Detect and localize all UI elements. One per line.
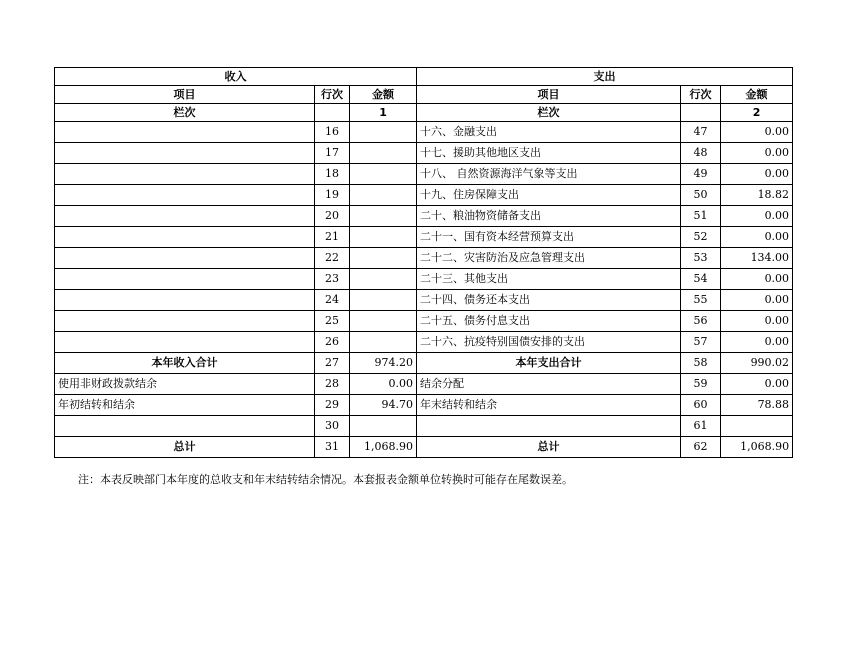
expense-amount-cell: 18.82	[721, 185, 793, 206]
income-amount-cell	[350, 185, 417, 206]
expense-line-cell: 49	[681, 164, 721, 185]
expense-amount-cell: 1,068.90	[721, 437, 793, 458]
table-row	[55, 227, 793, 248]
expense-line-cell: 57	[681, 332, 721, 353]
income-item-cell	[55, 206, 315, 227]
expense-line-cell: 53	[681, 248, 721, 269]
income-line-cell: 23	[315, 269, 350, 290]
col-index-2: 2	[721, 104, 793, 122]
expense-item-cell: 本年支出合计	[417, 353, 681, 374]
financial-table	[54, 67, 793, 458]
col-index-empty	[681, 104, 721, 122]
table-row	[55, 374, 793, 395]
expense-amount-cell: 990.02	[721, 353, 793, 374]
col-header-line: 行次	[681, 86, 721, 104]
income-amount-cell	[350, 206, 417, 227]
expense-amount-cell: 0.00	[721, 290, 793, 311]
table-row	[55, 353, 793, 374]
col-index-label: 栏次	[417, 104, 681, 122]
col-header-item: 项目	[417, 86, 681, 104]
expense-line-cell: 51	[681, 206, 721, 227]
table-row	[55, 185, 793, 206]
expense-amount-cell: 0.00	[721, 122, 793, 143]
expense-line-cell: 58	[681, 353, 721, 374]
expense-item-cell: 二十、粮油物资储备支出	[417, 206, 681, 227]
income-item-cell: 本年收入合计	[55, 353, 315, 374]
table-row	[55, 143, 793, 164]
col-header-line: 行次	[315, 86, 350, 104]
expense-item-cell: 十六、金融支出	[417, 122, 681, 143]
column-index-row	[55, 104, 793, 122]
income-line-cell: 19	[315, 185, 350, 206]
expense-item-cell: 二十六、抗疫特别国债安排的支出	[417, 332, 681, 353]
expense-item-cell: 年末结转和结余	[417, 395, 681, 416]
income-item-cell	[55, 290, 315, 311]
income-amount-cell	[350, 143, 417, 164]
income-amount-cell	[350, 311, 417, 332]
income-amount-cell	[350, 227, 417, 248]
income-item-cell: 总计	[55, 437, 315, 458]
table-row	[55, 248, 793, 269]
table-row	[55, 269, 793, 290]
income-item-cell: 年初结转和结余	[55, 395, 315, 416]
expense-line-cell: 47	[681, 122, 721, 143]
expense-line-cell: 48	[681, 143, 721, 164]
income-item-cell	[55, 416, 315, 437]
income-item-cell	[55, 185, 315, 206]
column-header-row	[55, 86, 793, 104]
income-line-cell: 18	[315, 164, 350, 185]
income-amount-cell	[350, 122, 417, 143]
expense-line-cell: 62	[681, 437, 721, 458]
col-index-1: 1	[350, 104, 417, 122]
income-line-cell: 27	[315, 353, 350, 374]
table-footnote: 注：本表反映部门本年度的总收支和年末结转结余情况。本套报表金额单位转换时可能存在尾数误差。	[78, 473, 573, 486]
expense-line-cell: 55	[681, 290, 721, 311]
income-line-cell: 24	[315, 290, 350, 311]
expense-item-cell: 二十一、国有资本经营预算支出	[417, 227, 681, 248]
income-amount-cell	[350, 332, 417, 353]
table-row	[55, 164, 793, 185]
table-row	[55, 437, 793, 458]
income-item-cell	[55, 164, 315, 185]
table-row	[55, 395, 793, 416]
income-line-cell: 26	[315, 332, 350, 353]
expense-item-cell: 总计	[417, 437, 681, 458]
table-row	[55, 290, 793, 311]
income-item-cell	[55, 332, 315, 353]
expense-amount-cell: 0.00	[721, 164, 793, 185]
expense-amount-cell: 0.00	[721, 206, 793, 227]
table-row	[55, 206, 793, 227]
expense-line-cell: 50	[681, 185, 721, 206]
expense-section-title: 支出	[417, 68, 793, 86]
section-header-row	[55, 68, 793, 86]
col-index-empty	[315, 104, 350, 122]
expense-line-cell: 56	[681, 311, 721, 332]
income-line-cell: 28	[315, 374, 350, 395]
expense-line-cell: 54	[681, 269, 721, 290]
expense-amount-cell	[721, 416, 793, 437]
expense-line-cell: 59	[681, 374, 721, 395]
expense-item-cell: 二十五、债务付息支出	[417, 311, 681, 332]
table-row	[55, 416, 793, 437]
income-line-cell: 25	[315, 311, 350, 332]
income-amount-cell: 974.20	[350, 353, 417, 374]
table-row	[55, 122, 793, 143]
income-amount-cell	[350, 164, 417, 185]
expense-amount-cell: 0.00	[721, 227, 793, 248]
expense-item-cell: 十七、援助其他地区支出	[417, 143, 681, 164]
col-index-label: 栏次	[55, 104, 315, 122]
expense-amount-cell: 134.00	[721, 248, 793, 269]
table-row	[55, 311, 793, 332]
col-header-item: 项目	[55, 86, 315, 104]
income-amount-cell: 0.00	[350, 374, 417, 395]
income-line-cell: 21	[315, 227, 350, 248]
income-amount-cell	[350, 416, 417, 437]
income-section-title: 收入	[55, 68, 417, 86]
income-line-cell: 29	[315, 395, 350, 416]
income-amount-cell	[350, 248, 417, 269]
expense-item-cell: 结余分配	[417, 374, 681, 395]
income-amount-cell: 1,068.90	[350, 437, 417, 458]
income-item-cell	[55, 143, 315, 164]
income-line-cell: 16	[315, 122, 350, 143]
expense-amount-cell: 0.00	[721, 332, 793, 353]
expense-item-cell	[417, 416, 681, 437]
income-item-cell: 使用非财政拨款结余	[55, 374, 315, 395]
income-item-cell	[55, 311, 315, 332]
income-item-cell	[55, 227, 315, 248]
expense-amount-cell: 0.00	[721, 143, 793, 164]
income-line-cell: 30	[315, 416, 350, 437]
expense-line-cell: 60	[681, 395, 721, 416]
income-amount-cell	[350, 269, 417, 290]
expense-amount-cell: 0.00	[721, 311, 793, 332]
table-row	[55, 332, 793, 353]
col-header-amount: 金额	[350, 86, 417, 104]
income-line-cell: 17	[315, 143, 350, 164]
expense-item-cell: 十八、 自然资源海洋气象等支出	[417, 164, 681, 185]
expense-item-cell: 二十三、其他支出	[417, 269, 681, 290]
income-item-cell	[55, 122, 315, 143]
expense-line-cell: 52	[681, 227, 721, 248]
expense-line-cell: 61	[681, 416, 721, 437]
expense-item-cell: 二十二、灾害防治及应急管理支出	[417, 248, 681, 269]
expense-item-cell: 十九、住房保障支出	[417, 185, 681, 206]
income-item-cell	[55, 269, 315, 290]
expense-amount-cell: 78.88	[721, 395, 793, 416]
income-amount-cell: 94.70	[350, 395, 417, 416]
income-line-cell: 20	[315, 206, 350, 227]
income-amount-cell	[350, 290, 417, 311]
expense-item-cell: 二十四、债务还本支出	[417, 290, 681, 311]
income-line-cell: 31	[315, 437, 350, 458]
income-item-cell	[55, 248, 315, 269]
col-header-amount: 金额	[721, 86, 793, 104]
expense-amount-cell: 0.00	[721, 269, 793, 290]
expense-amount-cell: 0.00	[721, 374, 793, 395]
income-line-cell: 22	[315, 248, 350, 269]
